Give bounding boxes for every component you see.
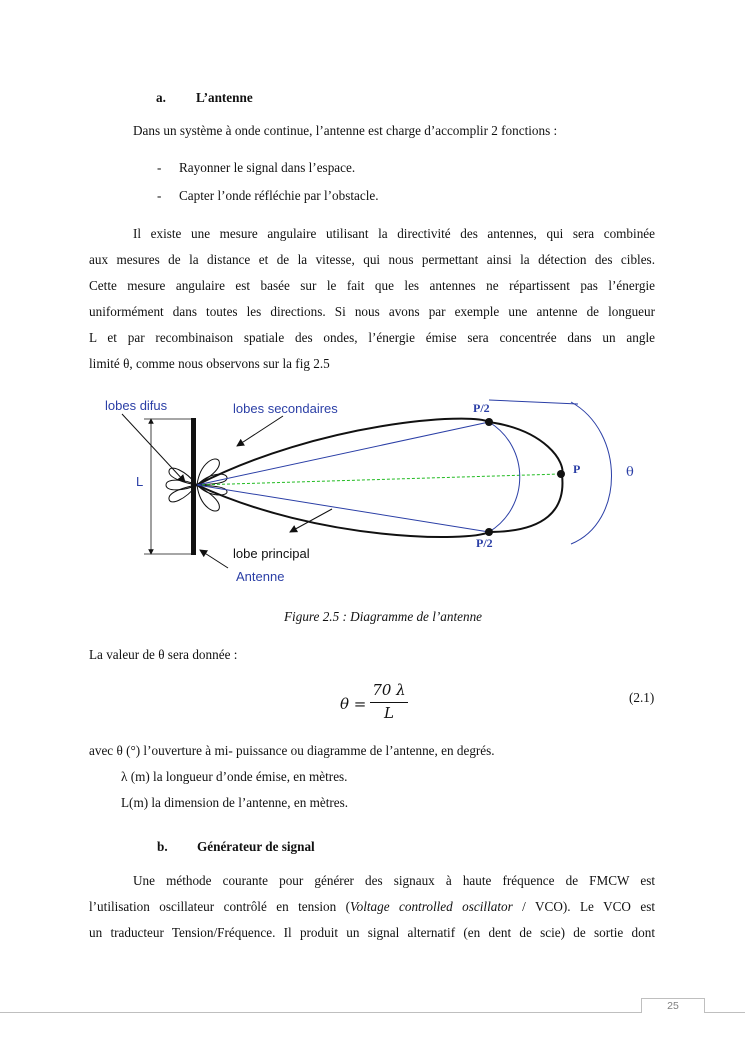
equation-numerator: 70 λ bbox=[372, 681, 406, 699]
paragraph-line: uniformément dans toutes les directions. Si nous avons par exemple une antenne de longueur bbox=[89, 304, 655, 319]
paragraph-line: aux mesures de la distance et de la vitesse, qui nous permettant ainsi la détection des cibles. bbox=[89, 252, 655, 267]
footer-rule-right bbox=[704, 1012, 745, 1013]
arrow-lobes-secondaires bbox=[237, 416, 283, 446]
peak-point bbox=[557, 470, 565, 478]
label-l: L bbox=[136, 474, 144, 489]
label-lobes-difus: lobes difus bbox=[105, 398, 168, 413]
section-b-title: Générateur de signal bbox=[197, 839, 315, 854]
paragraph-line: limité θ, comme nous observons sur la fig 2.5 bbox=[89, 356, 330, 371]
definition-theta: avec θ (°) l’ouverture à mi- puissance ou diagramme de l’antenne, en degrés. bbox=[89, 743, 495, 758]
vco-term: Voltage controlled oscillator bbox=[350, 899, 513, 914]
figure-caption: Figure 2.5 : Diagramme de l’antenne bbox=[284, 609, 483, 624]
paragraph-line: L et par recombinaison spatiale des ondes, l’énergie émise sera concentrée dans un angle bbox=[89, 330, 655, 345]
section-b-line bbox=[89, 899, 655, 915]
half-power-line-bottom bbox=[197, 485, 489, 532]
bullet-text: Capter l’onde réfléchie par l’obstacle. bbox=[179, 188, 379, 203]
section-b-line: Une méthode courante pour générer des signaux à haute fréquence de FMCW est bbox=[133, 873, 655, 888]
bullet-marker: - bbox=[157, 160, 162, 175]
equation-denominator: L bbox=[384, 704, 394, 722]
definition-lambda: λ (m) la longueur d’onde émise, en mètres. bbox=[121, 769, 348, 784]
label-theta: θ bbox=[626, 465, 634, 480]
equation-intro: La valeur de θ sera donnée : bbox=[89, 647, 238, 662]
section-b-line: un traducteur Tension/Fréquence. Il produit un signal alternatif (en dent de scie) de sortie dont bbox=[89, 925, 655, 940]
arrow-antenne bbox=[200, 550, 228, 568]
label-lobes-secondaires: lobes secondaires bbox=[233, 401, 338, 416]
label-lobe-principal: lobe principal bbox=[233, 546, 310, 561]
definition-l: L(m) la dimension de l’antenne, en mètres. bbox=[121, 795, 349, 810]
label-p2-top: P/2 bbox=[473, 401, 490, 415]
theta-guide-top bbox=[489, 400, 578, 404]
section-b-label: b. bbox=[157, 839, 168, 854]
section-a-title: L’antenne bbox=[196, 90, 253, 105]
label-p: P bbox=[573, 462, 581, 476]
bullet-text: Rayonner le signal dans l’espace. bbox=[179, 160, 356, 175]
section-b-line-end: / VCO). Le VCO est bbox=[512, 899, 655, 914]
paragraph-line: Cette mesure angulaire est basée sur le fait que les antennes ne répartissent pas l’énergie bbox=[89, 278, 655, 293]
section-b-line-start: l’utilisation oscillateur contrôlé en tension ( bbox=[89, 899, 351, 914]
half-power-point-bottom bbox=[485, 528, 493, 536]
equation-number: (2.1) bbox=[629, 690, 655, 705]
arrow-lobes-difus bbox=[122, 414, 185, 482]
half-power-point-top bbox=[485, 418, 493, 426]
axis-line bbox=[197, 474, 561, 485]
antenna-diagram bbox=[100, 392, 645, 592]
fraction-bar bbox=[370, 702, 408, 703]
inner-arc bbox=[489, 422, 520, 532]
equation-lhs: θ = bbox=[340, 695, 367, 713]
label-p2-bottom: P/2 bbox=[476, 536, 493, 550]
bullet-marker: - bbox=[157, 188, 162, 203]
page-number: 25 bbox=[641, 998, 705, 1013]
section-a-label: a. bbox=[156, 90, 166, 105]
secondary-lobes bbox=[197, 459, 227, 511]
half-power-line-top bbox=[197, 422, 489, 485]
paragraph-line: Il existe une mesure angulaire utilisant la directivité des antennes, qui sera combinée bbox=[133, 226, 655, 241]
section-a-intro: Dans un système à onde continue, l’antenne est charge d’accomplir 2 fonctions : bbox=[133, 123, 558, 138]
label-antenne: Antenne bbox=[236, 569, 285, 584]
footer-rule-left bbox=[0, 1012, 641, 1013]
arrow-lobe-principal bbox=[290, 509, 332, 532]
